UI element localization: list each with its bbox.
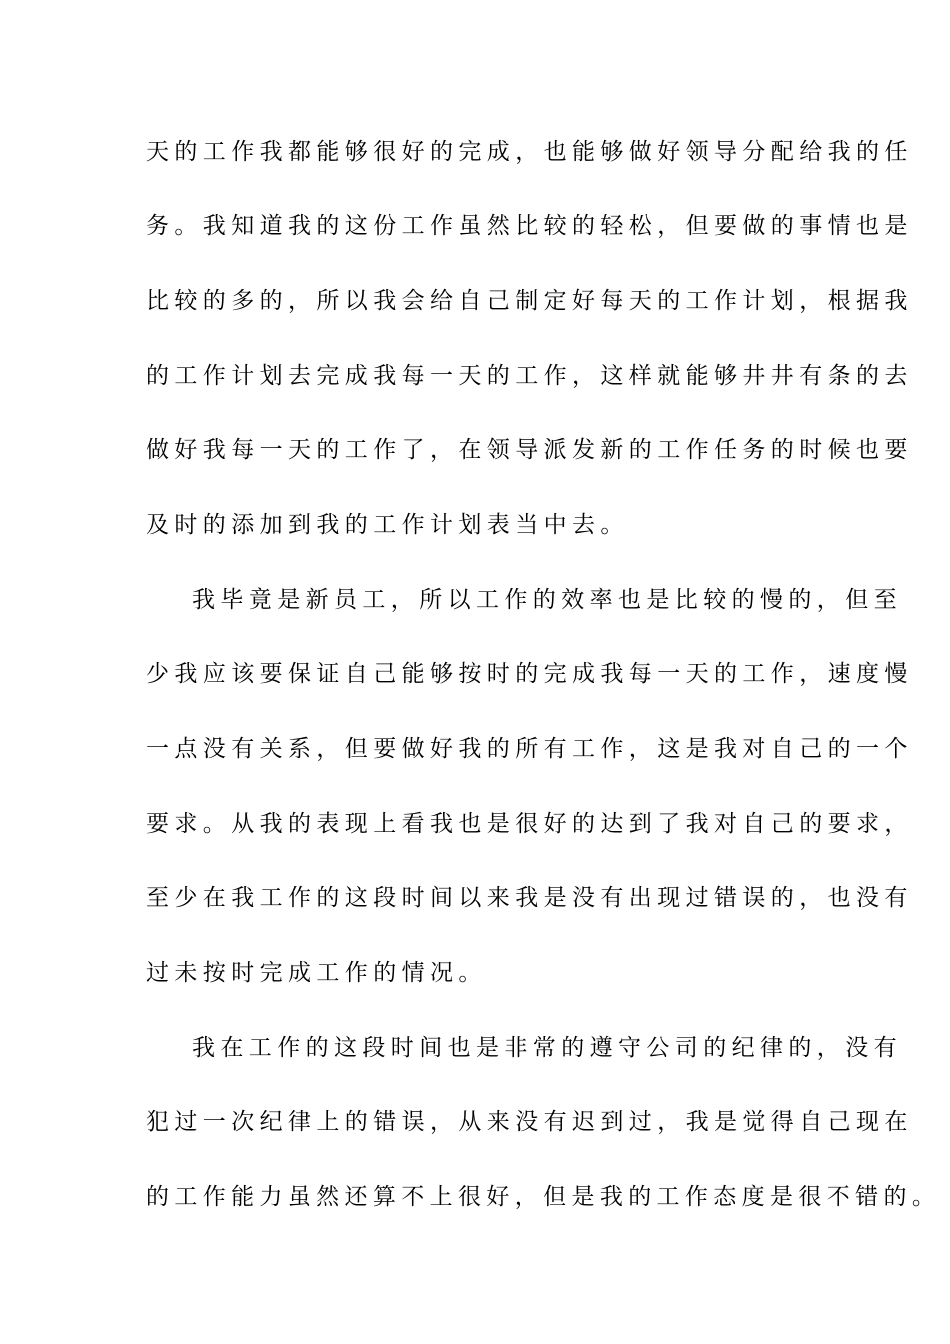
text-line: 比较的多的，所以我会给自己制定好每天的工作计划，根据我 [146, 288, 913, 314]
text-line: 的工作能力虽然还算不上很好，但是我的工作态度是很不错的。 [146, 1184, 941, 1210]
text-line: 天的工作我都能够很好的完成，也能够做好领导分配给我的任 [146, 139, 913, 165]
text-line: 少我应该要保证自己能够按时的完成我每一天的工作，速度慢 [146, 661, 913, 687]
text-line: 过未按时完成工作的情况。 [146, 960, 487, 986]
text-line: 我在工作的这段时间也是非常的遵守公司的纪律的，没有 [192, 1035, 902, 1061]
text-line: 的工作计划去完成我每一天的工作，这样就能够井井有条的去 [146, 363, 913, 389]
text-line: 我毕竟是新员工，所以工作的效率也是比较的慢的，但至 [192, 587, 902, 613]
text-line: 及时的添加到我的工作计划表当中去。 [146, 512, 629, 538]
text-line: 做好我每一天的工作了，在领导派发新的工作任务的时候也要 [146, 437, 913, 463]
text-line: 至少在我工作的这段时间以来我是没有出现过错误的，也没有 [146, 885, 913, 911]
text-line: 务。我知道我的这份工作虽然比较的轻松，但要做的事情也是 [146, 213, 913, 239]
text-line: 一点没有关系，但要做好我的所有工作，这是我对自己的一个 [146, 736, 913, 762]
text-line: 要求。从我的表现上看我也是很好的达到了我对自己的要求， [146, 811, 913, 837]
text-line: 犯过一次纪律上的错误，从来没有迟到过，我是觉得自己现在 [146, 1109, 913, 1135]
